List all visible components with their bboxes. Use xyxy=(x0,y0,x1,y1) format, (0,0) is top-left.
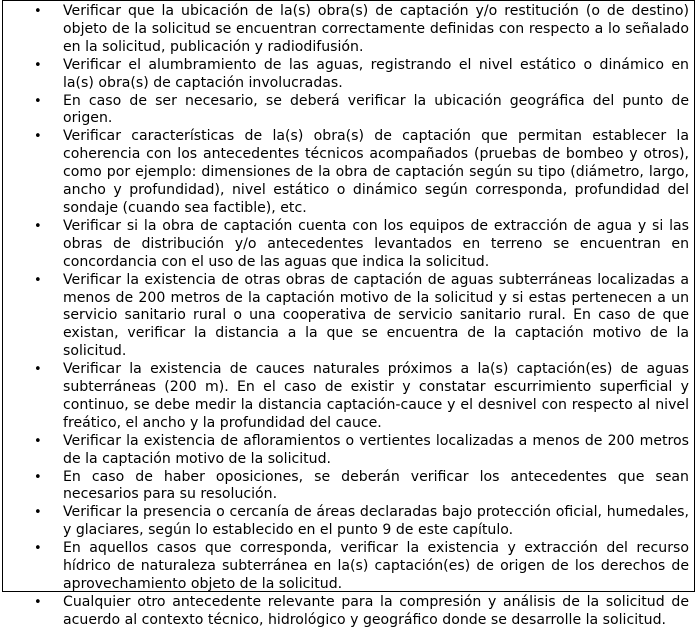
list-item-text: Cualquier otro antecedente relevante para la compresión y análisis de la solicitud de acuerdo al contexto técnico, hidrológico y geográfico donde se desarrolle la solicitud. xyxy=(63,593,689,628)
list-item xyxy=(3,93,694,129)
list-item xyxy=(3,540,694,594)
bullet-icon: • xyxy=(34,541,42,557)
bullet-icon: • xyxy=(34,93,42,109)
bullet-icon: • xyxy=(34,505,42,521)
bullet-icon: • xyxy=(34,4,42,19)
list-item-text: Verificar la existencia de otras obras de captación de aguas subterráneas localizadas a menos de 200 metros de la captación motivo de la solicitud y si estas pertenecen a un servicio sanitario rural o una cooperativa de servicio sanitario rural. En caso de que existan, verificar la distancia a la que se encuentra de la captación motivo de la solicitud. xyxy=(63,271,689,360)
verification-list xyxy=(3,3,694,630)
list-item-text: Verificar el alumbramiento de las aguas, registrando el nivel estático o dinámico en la(s) obra(s) de captación involucradas. xyxy=(63,56,689,91)
list-item-text: En caso de haber oposiciones, se deberán verificar los antecedentes que sean necesarios para su resolución. xyxy=(63,468,689,503)
list-item xyxy=(3,57,694,93)
list-item xyxy=(3,128,694,218)
bullet-icon: • xyxy=(34,129,42,145)
list-item xyxy=(3,469,694,505)
list-item-text: En caso de ser necesario, se deberá verificar la ubicación geográfica del punto de origen. xyxy=(63,92,689,127)
list-item xyxy=(3,594,694,630)
list-item xyxy=(3,218,694,272)
list-item-text: Verificar si la obra de captación cuenta con los equipos de extracción de agua y si las obras de distribución y/o antecedentes levantados en terreno se encuentran en concordancia con el uso de las aguas que indica la solicitud. xyxy=(63,217,689,270)
list-item xyxy=(3,361,694,433)
list-item-text: Verificar la existencia de afloramientos o vertientes localizadas a menos de 200 metros de la captación motivo de la solicitud. xyxy=(63,432,689,467)
bullet-icon: • xyxy=(34,594,42,610)
list-item xyxy=(3,3,694,57)
bullet-icon: • xyxy=(34,362,42,378)
list-item xyxy=(3,433,694,469)
list-item-text: Verificar la existencia de cauces naturales próximos a la(s) captación(es) de aguas subterráneas (200 m). En el caso de existir y constatar escurrimiento superficial y continuo, se debe medir la distancia captación-cauce y el desnivel con respecto al nivel freático, el ancho y la profundidad del cauce. xyxy=(63,361,689,431)
bullet-icon: • xyxy=(34,218,42,234)
bullet-icon: • xyxy=(34,272,42,288)
bullet-icon: • xyxy=(34,433,42,449)
list-item-text: Verificar características de la(s) obra(s) de captación que permitan establecer la coherencia con los antecedentes técnicos acompañados (pruebas de bombeo y otros), como por ejemplo: dimensiones de la obra de captación según su tipo (diámetro, largo, ancho y profundidad), nivel estático o dinámico según corresponda, profundidad del sondaje (cuando sea factible), etc. xyxy=(63,128,689,216)
list-item-text: Verificar la presencia o cercanía de áreas declaradas bajo protección oficial, humedales, y glaciares, según lo establecido en el punto 9 de este capítulo. xyxy=(63,504,689,539)
bullet-icon: • xyxy=(34,469,42,485)
document-frame xyxy=(2,0,695,628)
list-item-text: En aquellos casos que corresponda, verificar la existencia y extracción del recurso hídrico de naturaleza subterránea en la(s) captación(es) de origen de los derechos de aprovechamiento objeto de la solicitud. xyxy=(63,540,689,592)
bullet-icon: • xyxy=(34,57,42,73)
list-item xyxy=(3,272,694,362)
list-item xyxy=(3,504,694,540)
list-item-text: Verificar que la ubicación de la(s) obra(s) de captación y/o restitución (o de destino) objeto de la solicitud se encuentran correctamente definidas con respecto a lo señalado en la solicitud, publicación y radiodifusión. xyxy=(63,3,689,55)
